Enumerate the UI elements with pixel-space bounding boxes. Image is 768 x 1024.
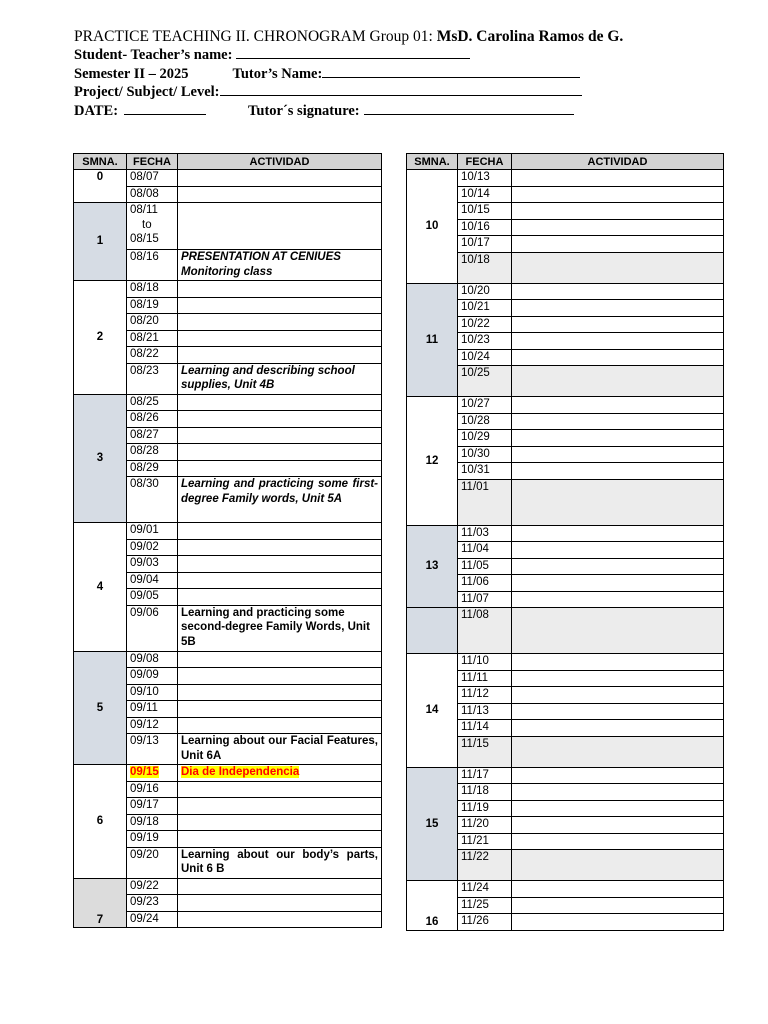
col-header-date: FECHA [127, 154, 178, 170]
date-cell: 09/03 [127, 556, 178, 573]
activity-cell [512, 687, 724, 704]
date-cell: 09/20 [127, 847, 178, 878]
date-cell: 11/12 [458, 687, 512, 704]
activity-cell [512, 186, 724, 203]
date-cell: 10/31 [458, 463, 512, 480]
week-number: 2 [74, 281, 127, 395]
activity-cell [512, 670, 724, 687]
table-row [407, 767, 724, 784]
date-range-end: 08/15 [130, 233, 159, 245]
date-blank [124, 102, 206, 115]
date-cell: 10/16 [458, 219, 512, 236]
student-name-blank [236, 46, 470, 59]
date-range-to: to [142, 218, 152, 231]
activity-cell [178, 911, 382, 928]
table-row [407, 881, 724, 898]
col-header-week: SMNA. [74, 154, 127, 170]
date-cell: 11/24 [458, 881, 512, 898]
activity-cell [512, 850, 724, 881]
activity-cell [512, 558, 724, 575]
date-cell: 09/13 [127, 734, 178, 765]
col-header-date: FECHA [458, 154, 512, 170]
activity-cell [512, 333, 724, 350]
date-cell: 09/23 [127, 895, 178, 912]
date-cell: 11/18 [458, 784, 512, 801]
date-cell: 11/06 [458, 575, 512, 592]
week-number: 5 [74, 651, 127, 765]
table-row [407, 397, 724, 414]
activity-cell: Learning and practicing some second-degree Family Words, Unit 5B [178, 605, 382, 651]
date-cell: 11/11 [458, 670, 512, 687]
activity-cell [512, 283, 724, 300]
date-cell: 09/17 [127, 798, 178, 815]
date-cell: 08/29 [127, 460, 178, 477]
activity-cell [512, 300, 724, 317]
activity-cell [178, 684, 382, 701]
week-number: 11 [407, 283, 458, 397]
activity-cell [512, 203, 724, 220]
activity-cell [512, 525, 724, 542]
date-cell: 11/10 [458, 654, 512, 671]
date-cell: 09/02 [127, 539, 178, 556]
date-cell: 09/09 [127, 668, 178, 685]
activity-cell [178, 539, 382, 556]
activity-cell [178, 572, 382, 589]
date-cell: 08/20 [127, 314, 178, 331]
week-number: 4 [74, 523, 127, 652]
week-number: 7 [74, 878, 127, 928]
date-cell: 08/18 [127, 281, 178, 298]
activity-cell [512, 349, 724, 366]
title-line [74, 28, 714, 46]
col-header-activity: ACTIVIDAD [178, 154, 382, 170]
project-blank [220, 83, 582, 96]
date-cell: 10/23 [458, 333, 512, 350]
activity-cell [178, 186, 382, 203]
activity-cell [512, 720, 724, 737]
date-cell: 08/21 [127, 330, 178, 347]
date-cell: 10/24 [458, 349, 512, 366]
activity-cell [512, 591, 724, 608]
activity-cell [178, 651, 382, 668]
date-cell: 08/16 [127, 250, 178, 281]
activity-cell [512, 430, 724, 447]
date-cell: 08/27 [127, 427, 178, 444]
activity-cell [512, 366, 724, 397]
date-cell: 10/20 [458, 283, 512, 300]
date-cell: 09/12 [127, 717, 178, 734]
week-cell-empty [407, 608, 458, 654]
activity-cell [178, 878, 382, 895]
date-cell: 11/21 [458, 833, 512, 850]
date-cell: 10/17 [458, 236, 512, 253]
date-cell: 11/03 [458, 525, 512, 542]
student-teacher-label: Student- Teacher’s name: [74, 47, 233, 63]
table-row [74, 651, 382, 668]
chronogram-table-left [73, 153, 382, 928]
date-cell: 10/15 [458, 203, 512, 220]
activity-cell [178, 427, 382, 444]
activity-cell [512, 446, 724, 463]
activity-cell [178, 556, 382, 573]
activity-cell: Learning about our Facial Features, Unit 6A [178, 734, 382, 765]
date-cell: 08/26 [127, 411, 178, 428]
document-header [74, 28, 714, 120]
activity-cell: Learning and describing school supplies, Unit 4B [178, 363, 382, 394]
week-number: 3 [74, 394, 127, 523]
activity-cell [512, 736, 724, 767]
table-header-row [74, 154, 382, 170]
date-cell: 11/26 [458, 914, 512, 931]
activity-cell [512, 914, 724, 931]
activity-cell [512, 767, 724, 784]
activity-cell [512, 784, 724, 801]
activity-cell [178, 170, 382, 187]
date-cell: 10/29 [458, 430, 512, 447]
date-cell: 11/20 [458, 817, 512, 834]
date-cell: 08/28 [127, 444, 178, 461]
date-cell: 09/05 [127, 589, 178, 606]
date-range-start: 08/11 [130, 204, 158, 216]
activity-cell [512, 413, 724, 430]
activity-cell [178, 347, 382, 364]
activity-cell [512, 397, 724, 414]
table-row [407, 654, 724, 671]
activity-cell [512, 833, 724, 850]
week-number: 1 [74, 203, 127, 281]
table-row [74, 281, 382, 298]
project-label: Project/ Subject/ Level: [74, 84, 220, 100]
activity-cell [178, 781, 382, 798]
table-row [407, 525, 724, 542]
activity-cell [512, 897, 724, 914]
date-cell: 11/04 [458, 542, 512, 559]
date-cell: 11/01 [458, 479, 512, 525]
activity-cell [512, 817, 724, 834]
semester-line [74, 65, 714, 84]
date-cell: 08/19 [127, 297, 178, 314]
date-cell: 08/07 [127, 170, 178, 187]
date-cell: 11/14 [458, 720, 512, 737]
activity-cell [512, 881, 724, 898]
date-cell: 09/22 [127, 878, 178, 895]
date-cell: 10/22 [458, 316, 512, 333]
semester-label: Semester II – 2025 [74, 65, 189, 82]
date-cell: 10/28 [458, 413, 512, 430]
activity-cell [512, 575, 724, 592]
activity-cell [178, 203, 382, 250]
date-range-cell [127, 203, 178, 250]
date-cell: 09/18 [127, 814, 178, 831]
date-cell: 08/22 [127, 347, 178, 364]
date-cell: 08/30 [127, 477, 178, 523]
date-cell: 09/04 [127, 572, 178, 589]
tutor-name-label: Tutor’s Name: [232, 65, 323, 82]
activity-cell: Learning about our body’s parts, Unit 6 B [178, 847, 382, 878]
date-cell [127, 765, 178, 782]
date-cell: 11/08 [458, 608, 512, 654]
date-cell: 09/16 [127, 781, 178, 798]
activity-cell [512, 479, 724, 525]
table-row [74, 523, 382, 540]
week-number: 12 [407, 397, 458, 526]
date-cell: 10/21 [458, 300, 512, 317]
date-cell: 10/30 [458, 446, 512, 463]
col-header-week: SMNA. [407, 154, 458, 170]
activity-cell [512, 654, 724, 671]
date-cell: 08/25 [127, 394, 178, 411]
date-cell: 11/22 [458, 850, 512, 881]
date-line [74, 102, 714, 121]
table-row [74, 878, 382, 895]
activity-cell [178, 701, 382, 718]
table-header-row [407, 154, 724, 170]
activity-cell [512, 703, 724, 720]
activity-cell [178, 895, 382, 912]
week-number: 14 [407, 654, 458, 768]
activity-cell [178, 460, 382, 477]
table-row [74, 170, 382, 187]
activity-cell [512, 219, 724, 236]
holiday-date: 09/15 [130, 766, 159, 778]
activity-cell [178, 814, 382, 831]
activity-cell [178, 444, 382, 461]
week-number: 6 [74, 765, 127, 879]
activity-cell [178, 394, 382, 411]
date-cell: 09/08 [127, 651, 178, 668]
table-row [74, 394, 382, 411]
activity-cell [512, 316, 724, 333]
tutor-name-blank [322, 65, 580, 78]
table-row [407, 170, 724, 187]
date-cell: 11/13 [458, 703, 512, 720]
week-number: 13 [407, 525, 458, 608]
table-row [74, 765, 382, 782]
presentation-activity: PRESENTATION AT CENIUES [181, 251, 341, 263]
date-cell: 10/25 [458, 366, 512, 397]
signature-blank [364, 102, 574, 115]
table-row [74, 203, 382, 250]
date-cell: 08/08 [127, 186, 178, 203]
date-cell: 09/10 [127, 684, 178, 701]
activity-cell [178, 717, 382, 734]
activity-cell [512, 236, 724, 253]
date-cell: 11/17 [458, 767, 512, 784]
week-number: 0 [74, 170, 127, 203]
date-cell: 11/25 [458, 897, 512, 914]
date-label: DATE: [74, 102, 119, 119]
date-cell: 10/18 [458, 252, 512, 283]
date-cell: 09/24 [127, 911, 178, 928]
date-cell: 10/13 [458, 170, 512, 187]
date-cell: 09/11 [127, 701, 178, 718]
document-title: PRACTICE TEACHING II. CHRONOGRAM Group 01: [74, 28, 433, 45]
activity-cell [512, 608, 724, 654]
date-cell: 11/19 [458, 800, 512, 817]
date-cell: 11/07 [458, 591, 512, 608]
activity-cell [512, 252, 724, 283]
week-number: 10 [407, 170, 458, 284]
table-row [407, 608, 724, 654]
date-cell: 11/05 [458, 558, 512, 575]
signature-label: Tutor´s signature: [248, 102, 360, 119]
monitoring-activity: Monitoring class [181, 265, 273, 278]
teacher-name: MsD. Carolina Ramos de G. [436, 28, 624, 45]
activity-cell [178, 668, 382, 685]
date-cell: 09/06 [127, 605, 178, 651]
activity-cell [178, 281, 382, 298]
date-cell: 11/15 [458, 736, 512, 767]
col-header-activity: ACTIVIDAD [512, 154, 724, 170]
activity-cell [178, 798, 382, 815]
date-cell: 10/27 [458, 397, 512, 414]
activity-cell [512, 463, 724, 480]
activity-cell [178, 765, 382, 782]
week-number: 16 [407, 881, 458, 931]
date-cell: 09/01 [127, 523, 178, 540]
activity-cell [178, 411, 382, 428]
student-line [74, 46, 714, 65]
week-number: 15 [407, 767, 458, 881]
chronogram-table-right [406, 153, 724, 931]
activity-cell [178, 314, 382, 331]
activity-cell [178, 250, 382, 281]
activity-cell [178, 297, 382, 314]
activity-cell [178, 523, 382, 540]
holiday-activity: Dia de Independencia [181, 766, 300, 778]
activity-cell [178, 330, 382, 347]
date-cell: 09/19 [127, 831, 178, 848]
activity-cell [512, 542, 724, 559]
table-row [407, 283, 724, 300]
project-line [74, 83, 714, 102]
activity-cell [178, 589, 382, 606]
date-cell: 08/23 [127, 363, 178, 394]
activity-cell [512, 170, 724, 187]
activity-cell [178, 831, 382, 848]
activity-cell: Learning and practicing some first-degree Family words, Unit 5A [178, 477, 382, 523]
activity-cell [512, 800, 724, 817]
date-cell: 10/14 [458, 186, 512, 203]
